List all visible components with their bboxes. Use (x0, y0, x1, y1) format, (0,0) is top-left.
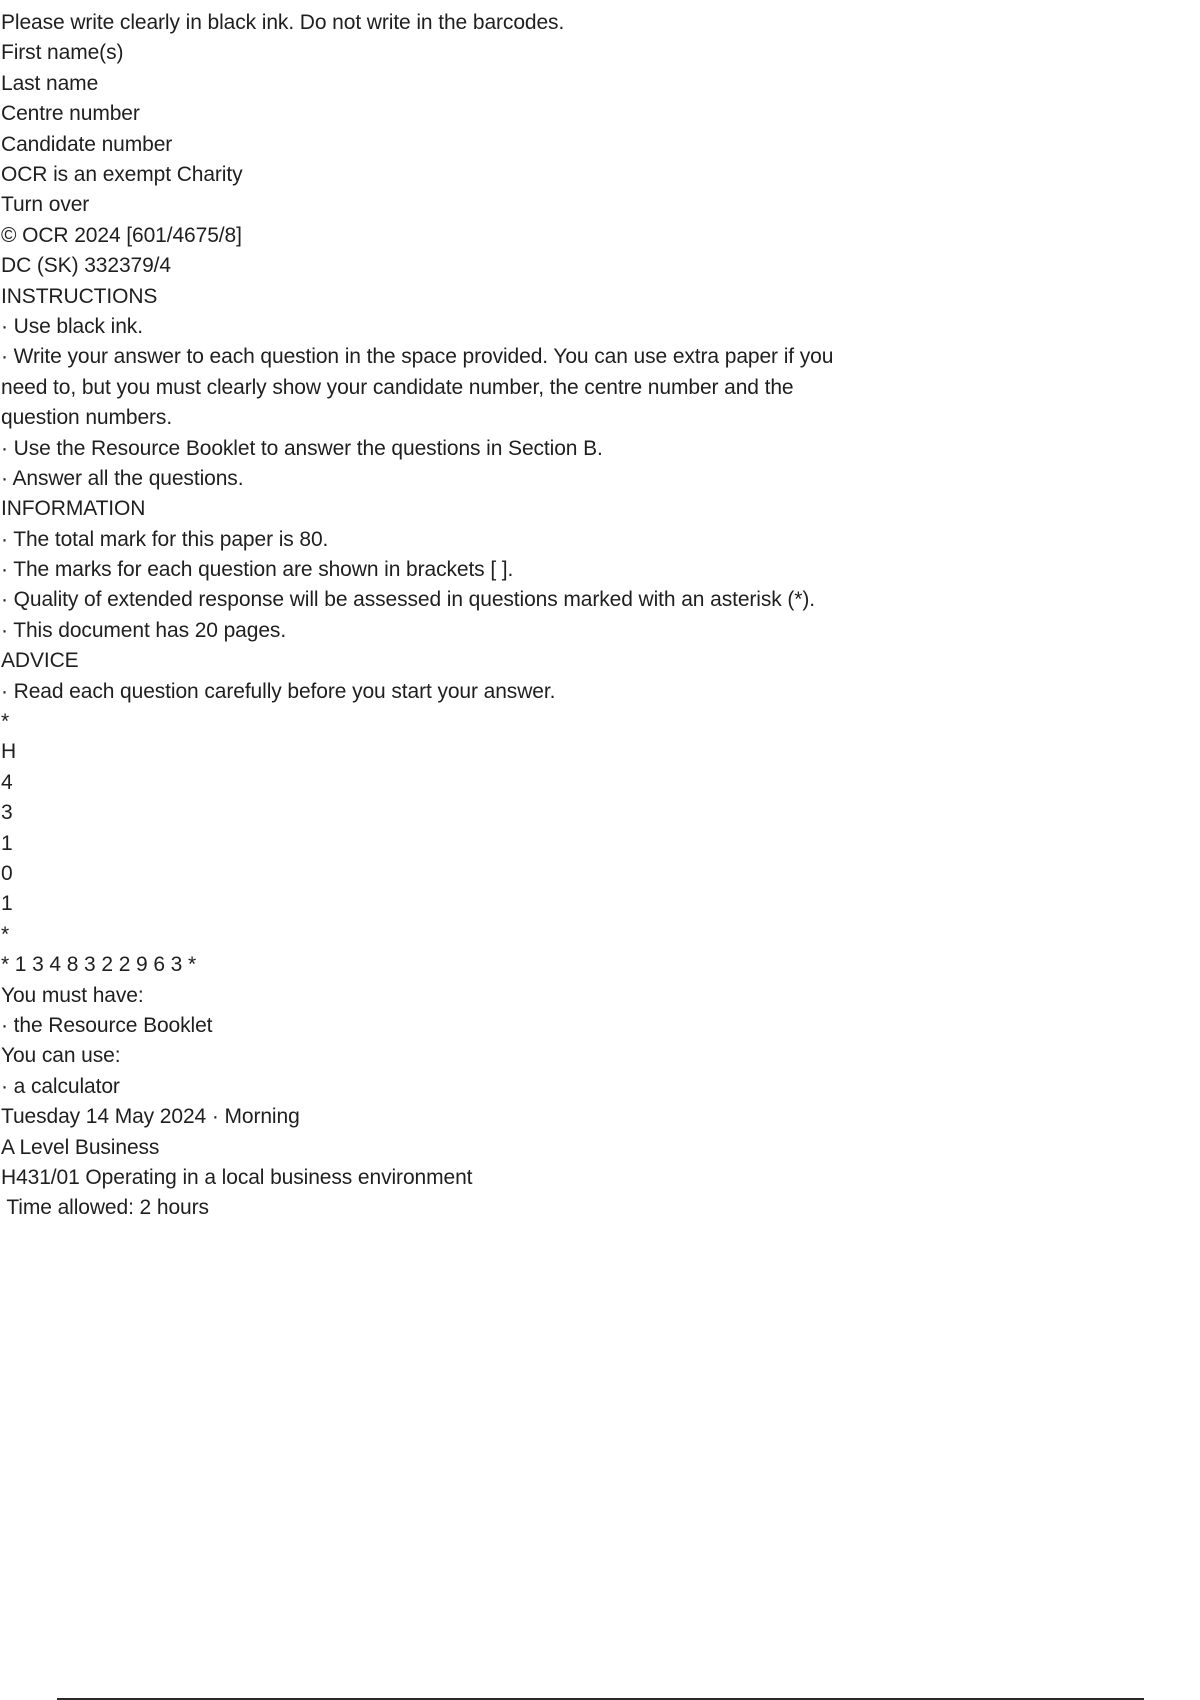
must-have-label: You must have: (1, 983, 144, 1007)
barcode-char: * (1, 710, 10, 734)
can-use-label: You can use: (1, 1044, 121, 1068)
can-use-item: · a calculator (1, 1074, 120, 1098)
barcode-char: * (1, 922, 10, 946)
document-code: DC (SK) 332379/4 (1, 254, 171, 278)
instruction-item: · Answer all the questions. (1, 466, 244, 490)
first-name-label: First name(s) (1, 41, 124, 65)
barcode-char: 1 (1, 831, 13, 855)
candidate-instruction: Please write clearly in black ink. Do not write in the barcodes. (1, 11, 565, 34)
last-name-label: Last name (1, 71, 99, 95)
barcode-char: 4 (1, 770, 13, 794)
barcode-number: * 1 3 4 8 3 2 2 9 6 3 * (1, 953, 197, 977)
candidate-number-label: Candidate number (1, 132, 173, 156)
instructions-heading: INSTRUCTIONS (1, 284, 158, 308)
information-heading: INFORMATION (1, 497, 146, 521)
information-item: · The total mark for this paper is 80. (1, 527, 329, 551)
exam-date: Tuesday 14 May 2024 · Morning (1, 1105, 300, 1129)
advice-heading: ADVICE (1, 649, 79, 673)
barcode-char: 0 (1, 861, 13, 885)
barcode-char: 3 (1, 801, 13, 825)
instruction-item: · Use black ink. (1, 314, 143, 338)
must-have-item: · the Resource Booklet (1, 1013, 213, 1037)
charity-notice: OCR is an exempt Charity (1, 162, 243, 186)
turn-over-label: Turn over (1, 193, 90, 217)
advice-item: · Read each question carefully before you start your answer. (1, 679, 556, 703)
barcode-char: 1 (1, 892, 13, 916)
time-allowed: Time allowed: 2 hours (1, 1196, 209, 1220)
information-item: · This document has 20 pages. (1, 618, 287, 642)
instruction-item: · Use the Resource Booklet to answer the questions in Section B. (1, 436, 603, 460)
paper-title: H431/01 Operating in a local business environment (1, 1165, 473, 1189)
information-item: · The marks for each question are shown in brackets [ ]. (1, 558, 514, 582)
centre-number-label: Centre number (1, 102, 140, 126)
qualification-title: A Level Business (1, 1135, 160, 1159)
barcode-char: H (1, 740, 17, 764)
information-item: · Quality of extended response will be assessed in questions marked with an asterisk (*). (1, 588, 815, 612)
instruction-item: · Write your answer to each question in the space provided. You can use extra paper if you need to, but you must clearly show your candidate number, the centre number and the question numbers. (1, 345, 834, 430)
exam-cover-page (1, 8, 1121, 1224)
copyright-notice: © OCR 2024 [601/4675/8] (1, 223, 242, 247)
